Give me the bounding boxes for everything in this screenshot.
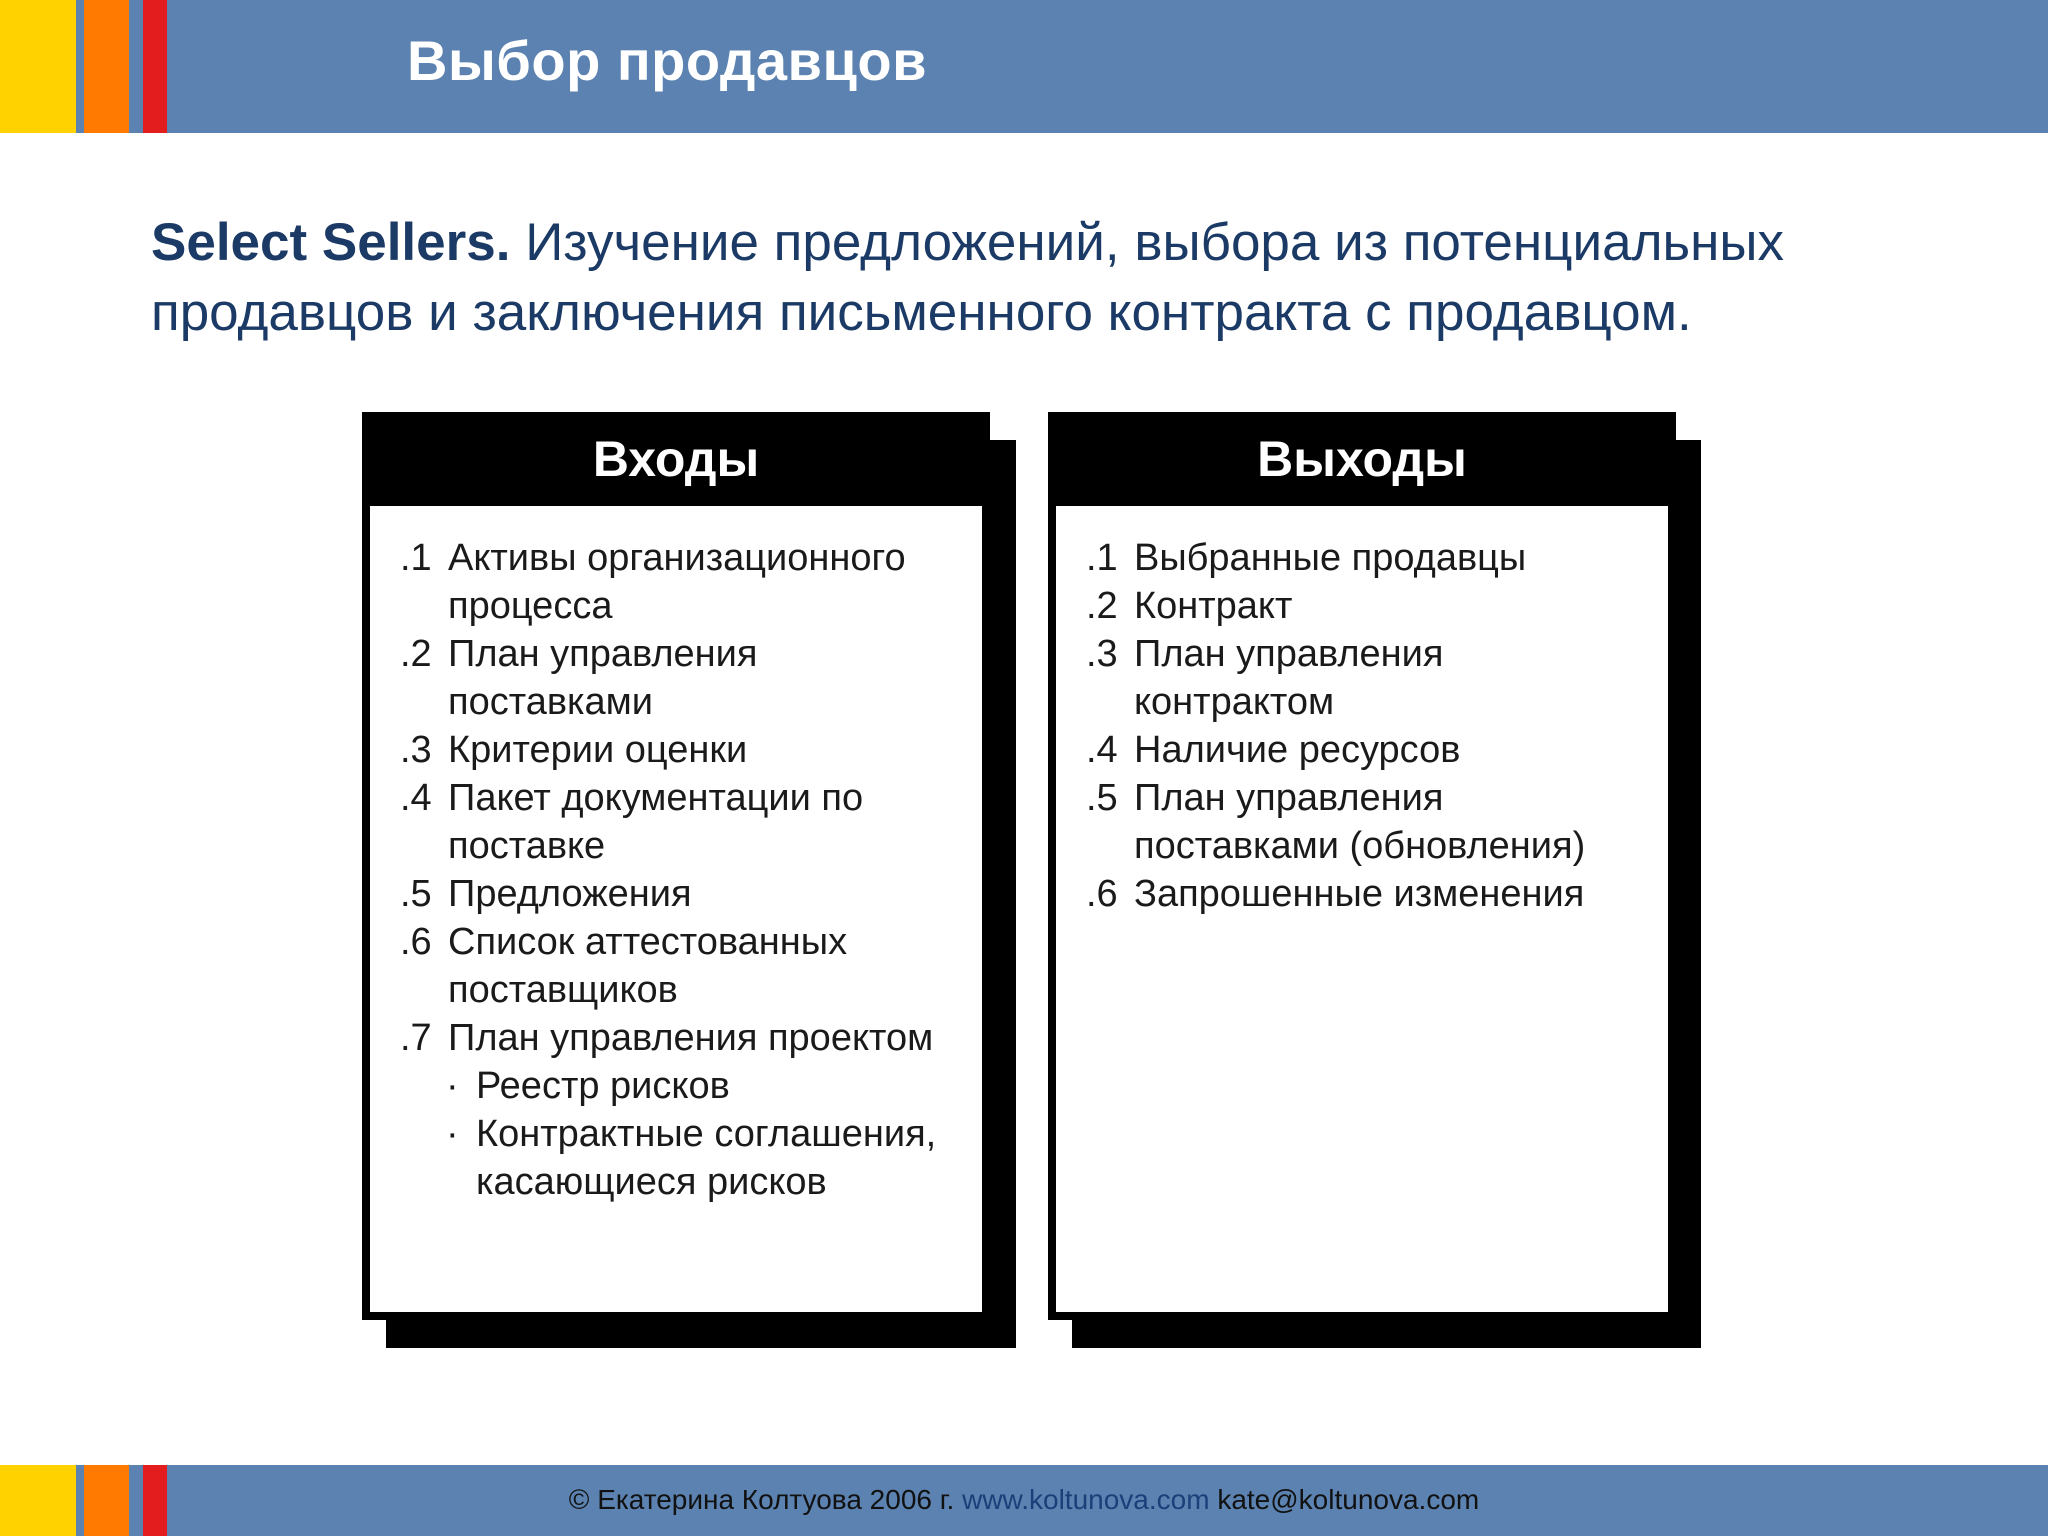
outputs-shadow-bottom bbox=[1072, 1316, 1701, 1348]
list-item: поставками bbox=[448, 681, 653, 723]
list-item: .6 Запрошенные изменения bbox=[1086, 873, 1585, 915]
sub-item: · Контрактные соглашения, bbox=[446, 1113, 937, 1155]
outputs-notch bbox=[1680, 412, 1701, 440]
outputs-title: Выходы bbox=[1257, 431, 1467, 487]
inputs-title: Входы bbox=[592, 431, 760, 487]
list-item: контрактом bbox=[1134, 681, 1335, 723]
list-item: .2 План управления bbox=[400, 633, 758, 675]
header-bar bbox=[0, 0, 2048, 133]
list-item: .2 Контракт bbox=[1086, 585, 1293, 627]
footer-email[interactable]: kate@koltunova.com bbox=[1217, 1484, 1480, 1515]
list-item: .5 Предложения bbox=[400, 873, 692, 915]
inputs-panel bbox=[362, 412, 990, 1320]
list-item: .3 План управления bbox=[1086, 633, 1444, 675]
inputs-shadow-right bbox=[990, 440, 1016, 1348]
outputs-panel bbox=[1048, 412, 1676, 1320]
list-item: поставке bbox=[448, 825, 606, 867]
sub-item: · Реестр рисков bbox=[446, 1065, 730, 1107]
outputs-body bbox=[1056, 506, 1668, 1312]
list-item: .1 Активы организационного bbox=[400, 537, 906, 579]
list-item: .6 Список аттестованных bbox=[400, 921, 848, 963]
yellow-stripe bbox=[0, 0, 76, 133]
list-item: .3 Критерии оценки bbox=[400, 729, 748, 771]
intro-bold: Select Sellers. bbox=[151, 213, 511, 272]
intro-body: Изучение предложений, выбора из потенциальных продавцов и заключения письменного контракта с продавцом. bbox=[151, 213, 1784, 342]
list-item: .1 Выбранные продавцы bbox=[1086, 537, 1527, 579]
inputs-notch bbox=[994, 412, 1016, 440]
list-item: .4 Пакет документации по bbox=[400, 777, 864, 819]
list-item: поставщиков bbox=[448, 969, 678, 1011]
orange-stripe bbox=[84, 0, 129, 133]
footer-text bbox=[0, 1484, 2048, 1516]
footer-site-link[interactable]: www.koltunova.com bbox=[962, 1484, 1210, 1515]
red-stripe bbox=[143, 0, 167, 133]
list-item: процесса bbox=[448, 585, 613, 627]
footer-copyright: © Екатерина Колтуова 2006 г. bbox=[568, 1484, 955, 1515]
inputs-list bbox=[400, 534, 972, 1206]
outputs-shadow-right bbox=[1676, 440, 1701, 1348]
intro-text bbox=[151, 208, 1971, 348]
sub-item: касающиеся рисков bbox=[476, 1161, 827, 1203]
list-item: .5 План управления bbox=[1086, 777, 1444, 819]
inputs-shadow-bottom bbox=[386, 1316, 1015, 1348]
list-item: .4 Наличие ресурсов bbox=[1086, 729, 1461, 771]
slide-title: Выбор продавцов bbox=[407, 29, 928, 92]
outputs-list bbox=[1086, 534, 1658, 918]
list-item: .7 План управления проектом bbox=[400, 1017, 934, 1059]
inputs-body bbox=[370, 506, 982, 1312]
list-item: поставками (обновления) bbox=[1134, 825, 1586, 867]
